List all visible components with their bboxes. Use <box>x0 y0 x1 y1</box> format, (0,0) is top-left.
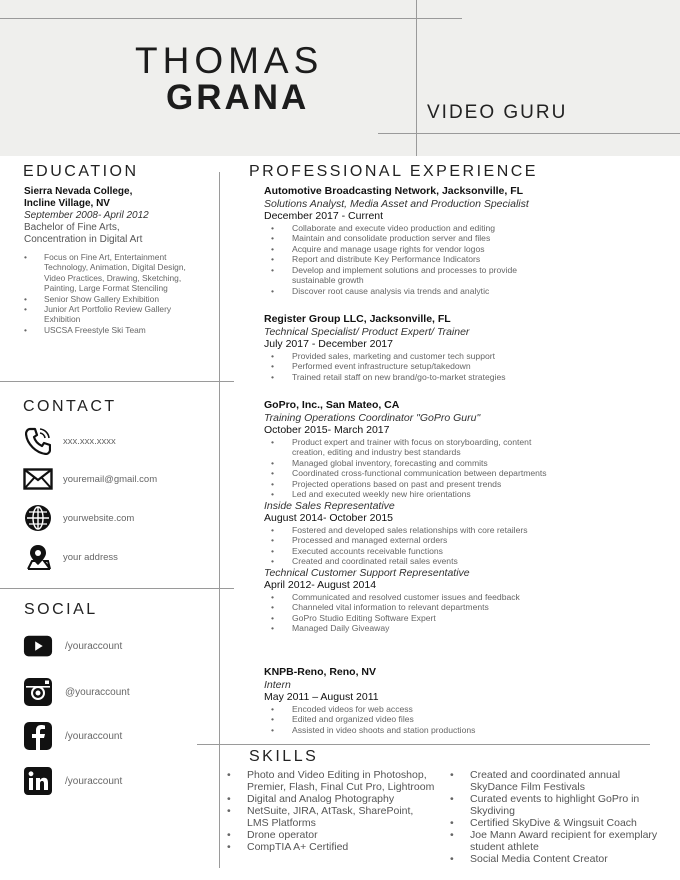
list-item: • Senior Show Gallery Exhibition <box>24 294 196 304</box>
education-rule <box>0 381 234 382</box>
map-pin-icon <box>23 542 53 572</box>
first-name: THOMAS <box>135 40 324 81</box>
job-role: Intern <box>264 678 291 691</box>
education-location: Incline Village, NV <box>24 198 110 209</box>
list-item: • Collaborate and execute video production and editing <box>264 223 554 234</box>
list-item: • Created and coordinated retail sales events <box>264 556 554 567</box>
job-gopro <box>264 399 664 634</box>
phone-icon <box>23 426 53 456</box>
job-company: KNPB-Reno, Reno, NV <box>264 666 377 678</box>
social-linkedin <box>23 765 122 797</box>
facebook-icon <box>23 721 53 751</box>
list-item: • Trained retail staff on new brand/go-to-market strategies <box>264 372 554 383</box>
list-item: • Provided sales, marketing and customer tech support <box>264 351 554 362</box>
envelope-icon <box>23 464 53 494</box>
education-school: Sierra Nevada College, <box>24 186 133 197</box>
job-title: VIDEO GURU <box>427 102 568 123</box>
job-dates: May 2011 – August 2011 <box>264 691 379 703</box>
list-item: • Communicated and resolved customer issues and feedback <box>264 592 554 603</box>
job-role: Solutions Analyst, Media Asset and Production Specialist <box>264 197 529 210</box>
education-section <box>24 186 199 335</box>
list-item: • Product expert and trainer with focus on storyboarding, content creation, editing and industry best standards <box>264 437 554 458</box>
list-item: • Managed global inventory, forecasting and commits <box>264 458 554 469</box>
skills-list-right <box>448 769 670 865</box>
contact-website <box>23 502 134 534</box>
list-item: • GoPro Studio Editing Software Expert <box>264 613 554 624</box>
list-item: • Channeled vital information to relevant departments <box>264 602 554 613</box>
list-item: • Certified SkyDive & Wingsuit Coach <box>448 817 670 829</box>
education-heading: EDUCATION <box>23 163 139 180</box>
job-role: Technical Specialist/ Product Expert/ Trainer <box>264 325 470 338</box>
job-register-group <box>264 313 664 382</box>
facebook-handle[interactable]: /youraccount <box>65 730 123 742</box>
list-item: • Assisted in video shoots and station productions <box>264 725 554 736</box>
job-role: Technical Customer Support Representative <box>264 566 470 579</box>
skills-heading: SKILLS <box>249 748 319 765</box>
job-dates: December 2017 - Current <box>264 210 384 222</box>
list-item: • Managed Daily Giveaway <box>264 623 554 634</box>
contact-address <box>23 541 118 573</box>
job-company: GoPro, Inc., San Mateo, CA <box>264 399 400 411</box>
last-name: GRANA <box>166 78 310 117</box>
contact-rule <box>0 588 234 589</box>
list-item: • Discover root cause analysis via trends and analytic <box>264 286 554 297</box>
education-degree: Bachelor of Fine Arts, <box>24 222 120 233</box>
job-bullets <box>264 525 664 567</box>
youtube-handle[interactable]: /youraccount <box>65 640 123 652</box>
job-role: Training Operations Coordinator "GoPro Guru" <box>264 411 481 424</box>
list-item: • USCSA Freestyle Ski Team <box>24 325 196 335</box>
job-bullets <box>264 223 664 297</box>
social-instagram <box>23 676 130 708</box>
column-divider <box>219 172 220 868</box>
list-item: • Develop and implement solutions and processes to provide sustainable growth <box>264 265 554 286</box>
list-item: • Social Media Content Creator <box>448 853 670 865</box>
job-company: Automotive Broadcasting Network, Jacksonville, FL <box>264 185 524 197</box>
list-item: • Executed accounts receivable functions <box>264 546 554 557</box>
job-bullets <box>264 592 664 634</box>
social-heading: SOCIAL <box>24 601 98 618</box>
experience-heading: PROFESSIONAL EXPERIENCE <box>249 163 538 180</box>
list-item: • Created and coordinated annual SkyDance Film Festivals <box>448 769 670 793</box>
list-item: • CompTIA A+ Certified <box>225 841 437 853</box>
job-bullets <box>264 437 664 500</box>
instagram-icon <box>23 677 53 707</box>
list-item: • Focus on Fine Art, Entertainment Technology, Animation, Digital Design, Video Practices, Drawing, Sketching, Painting, Large Format Stenciling <box>24 252 196 294</box>
list-item: • Fostered and developed sales relationships with core retailers <box>264 525 554 536</box>
list-item: • Edited and organized video files <box>264 714 554 725</box>
contact-email <box>23 463 157 495</box>
email-address[interactable]: youremail@gmail.com <box>63 473 158 485</box>
job-abn <box>264 185 664 296</box>
contact-heading: CONTACT <box>23 398 117 415</box>
linkedin-icon <box>23 766 53 796</box>
list-item: • Curated events to highlight GoPro in Skydiving <box>448 793 670 817</box>
skills-list-left <box>225 769 437 853</box>
list-item: • Digital and Analog Photography <box>225 793 437 805</box>
list-item: • Joe Mann Award recipient for exemplary student athlete <box>448 829 670 853</box>
job-role: Inside Sales Representative <box>264 499 395 512</box>
job-dates: August 2014- October 2015 <box>264 512 394 524</box>
phone-number: xxx.xxx.xxxx <box>63 435 116 447</box>
list-item: • Coordinated cross-functional communication between departments <box>264 468 554 479</box>
website-url[interactable]: yourwebsite.com <box>63 512 135 524</box>
list-item: • Encoded videos for web access <box>264 704 554 715</box>
youtube-icon <box>23 631 53 661</box>
education-bullets <box>24 252 196 335</box>
job-bullets <box>264 704 664 736</box>
social-facebook <box>23 720 122 752</box>
list-item: • Led and executed weekly new hire orientations <box>264 489 554 500</box>
education-concentration: Concentration in Digital Art <box>24 234 143 245</box>
list-item: • Projected operations based on past and present trends <box>264 479 554 490</box>
list-item: • NetSuite, JIRA, AtTask, SharePoint, LMS Platforms <box>225 805 437 829</box>
job-company: Register Group LLC, Jacksonville, FL <box>264 313 451 325</box>
job-bullets <box>264 351 664 383</box>
education-dates: September 2008- April 2012 <box>24 210 149 221</box>
contact-phone <box>23 425 116 457</box>
list-item: • Photo and Video Editing in Photoshop, Premier, Flash, Final Cut Pro, Lightroom <box>225 769 437 793</box>
instagram-handle[interactable]: @youraccount <box>65 686 130 698</box>
list-item: • Junior Art Portfolio Review Gallery Exhibition <box>24 304 196 325</box>
list-item: • Processed and managed external orders <box>264 535 554 546</box>
linkedin-handle[interactable]: /youraccount <box>65 775 123 787</box>
job-knpb <box>264 666 664 735</box>
list-item: • Acquire and manage usage rights for vendor logos <box>264 244 554 255</box>
globe-icon <box>23 503 53 533</box>
social-youtube <box>23 630 122 662</box>
list-item: • Maintain and consolidate production server and files <box>264 233 554 244</box>
street-address: your address <box>63 551 118 563</box>
list-item: • Drone operator <box>225 829 437 841</box>
list-item: • Performed event infrastructure setup/takedown <box>264 361 554 372</box>
skills-rule <box>197 744 650 745</box>
job-dates: April 2012- August 2014 <box>264 579 377 591</box>
job-dates: October 2015- March 2017 <box>264 424 390 436</box>
header-bottom-rule <box>378 133 680 134</box>
job-dates: July 2017 - December 2017 <box>264 338 393 350</box>
header-top-rule <box>0 18 462 19</box>
list-item: • Report and distribute Key Performance Indicators <box>264 254 554 265</box>
